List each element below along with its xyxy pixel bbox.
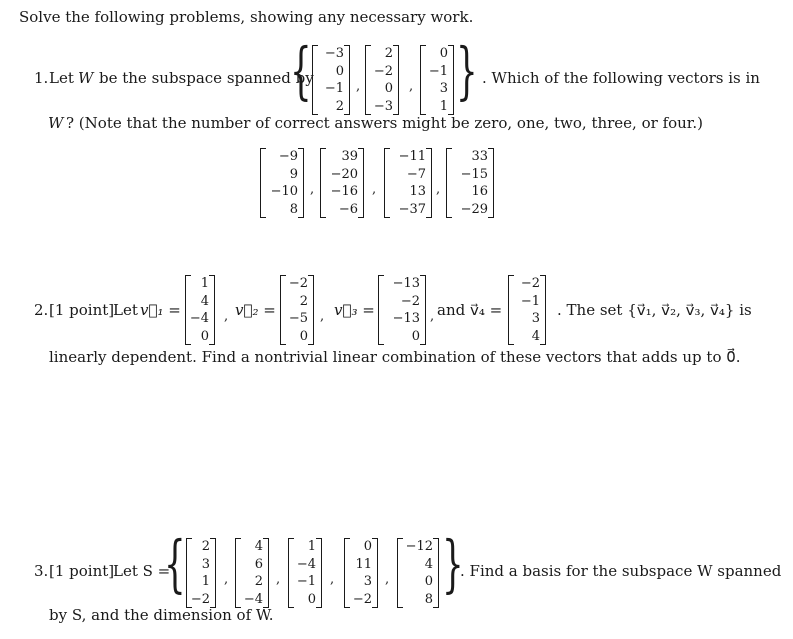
problem-2-set-text: . The set {v⃗₁, v⃗₂, v⃗₃, v⃗₄} is bbox=[557, 301, 752, 319]
vector-entry: 3 bbox=[201, 556, 210, 572]
problem-3-question-2: by S, and the dimension of W. bbox=[49, 606, 274, 624]
s-vector-2 bbox=[235, 538, 269, 608]
problem-3-let: Let S = bbox=[113, 562, 171, 580]
vector-entry: 0 bbox=[424, 574, 433, 590]
s-vector-5 bbox=[397, 538, 439, 608]
vector-entry: 3 bbox=[363, 574, 372, 590]
vector-entry: 2 bbox=[335, 98, 344, 114]
vector-entry: 1 bbox=[439, 98, 448, 114]
problem-3-question: . Find a basis for the subspace W spanned bbox=[460, 562, 782, 580]
vector-entry: 3 bbox=[531, 311, 540, 327]
vector-entry: 4 bbox=[200, 293, 209, 309]
vector-entry: −3 bbox=[324, 46, 344, 62]
separator-comma: , bbox=[224, 572, 229, 587]
instructions: Solve the following problems, showing any necessary work. bbox=[19, 8, 474, 26]
s-vector-3 bbox=[288, 538, 322, 608]
vector-entry: 9 bbox=[289, 166, 298, 182]
vector-entry: 39 bbox=[341, 149, 358, 165]
problem-2-points: [1 point] bbox=[49, 301, 115, 319]
vector-entry: −4 bbox=[243, 591, 263, 607]
vector-entry: 2 bbox=[254, 574, 263, 590]
vector-entry: −1 bbox=[428, 63, 448, 79]
vector-entry: 2 bbox=[384, 46, 393, 62]
vector-entry: −2 bbox=[520, 276, 540, 292]
spanning-vector-2 bbox=[365, 45, 399, 115]
vector-entry: 8 bbox=[289, 201, 298, 217]
vector-entry: −7 bbox=[406, 166, 426, 182]
label-v2: v⃗₂ = bbox=[235, 301, 276, 319]
vector-entry: 33 bbox=[471, 149, 488, 165]
vector-entry: −2 bbox=[400, 293, 420, 309]
problem-1-var-w: W bbox=[78, 69, 94, 87]
vector-entry: −13 bbox=[392, 311, 420, 327]
problem-1-var-w-2: W bbox=[48, 114, 64, 132]
vector-v4 bbox=[508, 275, 546, 345]
vector-entry: 0 bbox=[200, 328, 209, 344]
vector-entry: −11 bbox=[398, 149, 426, 165]
candidate-vector-4 bbox=[446, 148, 494, 218]
problem-2-let: Let bbox=[113, 301, 138, 319]
candidate-vector-2 bbox=[320, 148, 364, 218]
vector-entry: 0 bbox=[299, 328, 308, 344]
vector-entry: 2 bbox=[201, 539, 210, 555]
vector-entry: −13 bbox=[392, 276, 420, 292]
separator-comma: , bbox=[310, 182, 315, 197]
vector-entry: −20 bbox=[330, 166, 358, 182]
vector-entry: −5 bbox=[288, 311, 308, 327]
separator-comma: , bbox=[330, 572, 335, 587]
right-brace-3: } bbox=[442, 527, 464, 600]
separator-comma: , bbox=[224, 309, 229, 324]
vector-entry: 1 bbox=[201, 574, 210, 590]
vector-entry: 1 bbox=[200, 276, 209, 292]
spanning-vector-3 bbox=[420, 45, 454, 115]
vector-entry: 0 bbox=[363, 539, 372, 555]
problem-1-question: . Which of the following vectors is in bbox=[482, 69, 760, 87]
vector-entry: −2 bbox=[288, 276, 308, 292]
s-vector-1 bbox=[186, 538, 216, 608]
problem-1-note: ? (Note that the number of correct answers might be zero, one, two, three, or four.) bbox=[66, 114, 703, 132]
vector-entry: 4 bbox=[531, 328, 540, 344]
problem-1-number: 1. bbox=[34, 69, 49, 87]
separator-comma: , bbox=[276, 572, 281, 587]
vector-entry: −3 bbox=[373, 98, 393, 114]
vector-entry: −10 bbox=[270, 184, 298, 200]
separator-comma: , bbox=[320, 309, 325, 324]
vector-entry: −15 bbox=[460, 166, 488, 182]
separator-comma: , bbox=[409, 79, 414, 94]
left-brace-3: { bbox=[164, 527, 186, 600]
label-v1: v⃗₁ = bbox=[140, 301, 181, 319]
vector-entry: −1 bbox=[296, 574, 316, 590]
right-brace: } bbox=[456, 34, 478, 107]
vector-v2 bbox=[280, 275, 314, 345]
spanning-vector-1 bbox=[312, 45, 350, 115]
vector-entry: −16 bbox=[330, 184, 358, 200]
vector-entry: 0 bbox=[439, 46, 448, 62]
vector-entry: 0 bbox=[384, 81, 393, 97]
vector-entry: −4 bbox=[189, 311, 209, 327]
vector-entry: −9 bbox=[278, 149, 298, 165]
vector-entry: 0 bbox=[411, 328, 420, 344]
problem-1-text: be the subspace spanned by bbox=[99, 69, 314, 87]
vector-entry: −6 bbox=[338, 201, 358, 217]
vector-entry: 4 bbox=[254, 539, 263, 555]
problem-1-let: Let bbox=[49, 69, 74, 87]
vector-v1 bbox=[185, 275, 215, 345]
vector-entry: 0 bbox=[307, 591, 316, 607]
vector-entry: −2 bbox=[352, 591, 372, 607]
vector-entry: −2 bbox=[373, 63, 393, 79]
vector-entry: −37 bbox=[398, 201, 426, 217]
vector-entry: −4 bbox=[296, 556, 316, 572]
problem-3-number: 3. bbox=[34, 562, 49, 580]
separator-comma: , bbox=[385, 572, 390, 587]
vector-entry: 3 bbox=[439, 81, 448, 97]
vector-entry: 6 bbox=[254, 556, 263, 572]
separator-comma: , bbox=[372, 182, 377, 197]
vector-v3 bbox=[378, 275, 426, 345]
label-v4: and v⃗₄ = bbox=[437, 301, 503, 319]
label-v3: v⃗₃ = bbox=[334, 301, 375, 319]
candidate-vector-1 bbox=[260, 148, 304, 218]
vector-entry: 0 bbox=[335, 63, 344, 79]
vector-entry: 13 bbox=[409, 184, 426, 200]
vector-entry: −29 bbox=[460, 201, 488, 217]
vector-entry: 2 bbox=[299, 293, 308, 309]
separator-comma: , bbox=[430, 309, 435, 324]
separator-comma: , bbox=[356, 79, 361, 94]
s-vector-4 bbox=[344, 538, 378, 608]
vector-entry: −2 bbox=[190, 591, 210, 607]
vector-entry: 8 bbox=[424, 591, 433, 607]
problem-2-question: linearly dependent. Find a nontrivial linear combination of these vectors that adds up to 0⃗. bbox=[49, 348, 741, 366]
separator-comma: , bbox=[436, 182, 441, 197]
vector-entry: −1 bbox=[520, 293, 540, 309]
vector-entry: 16 bbox=[471, 184, 488, 200]
vector-entry: −1 bbox=[324, 81, 344, 97]
left-brace: { bbox=[290, 34, 312, 107]
problem-3-points: [1 point] bbox=[49, 562, 115, 580]
vector-entry: 11 bbox=[355, 556, 372, 572]
vector-entry: −12 bbox=[405, 539, 433, 555]
vector-entry: 1 bbox=[307, 539, 316, 555]
problem-2-number: 2. bbox=[34, 301, 49, 319]
vector-entry: 4 bbox=[424, 556, 433, 572]
candidate-vector-3 bbox=[384, 148, 432, 218]
